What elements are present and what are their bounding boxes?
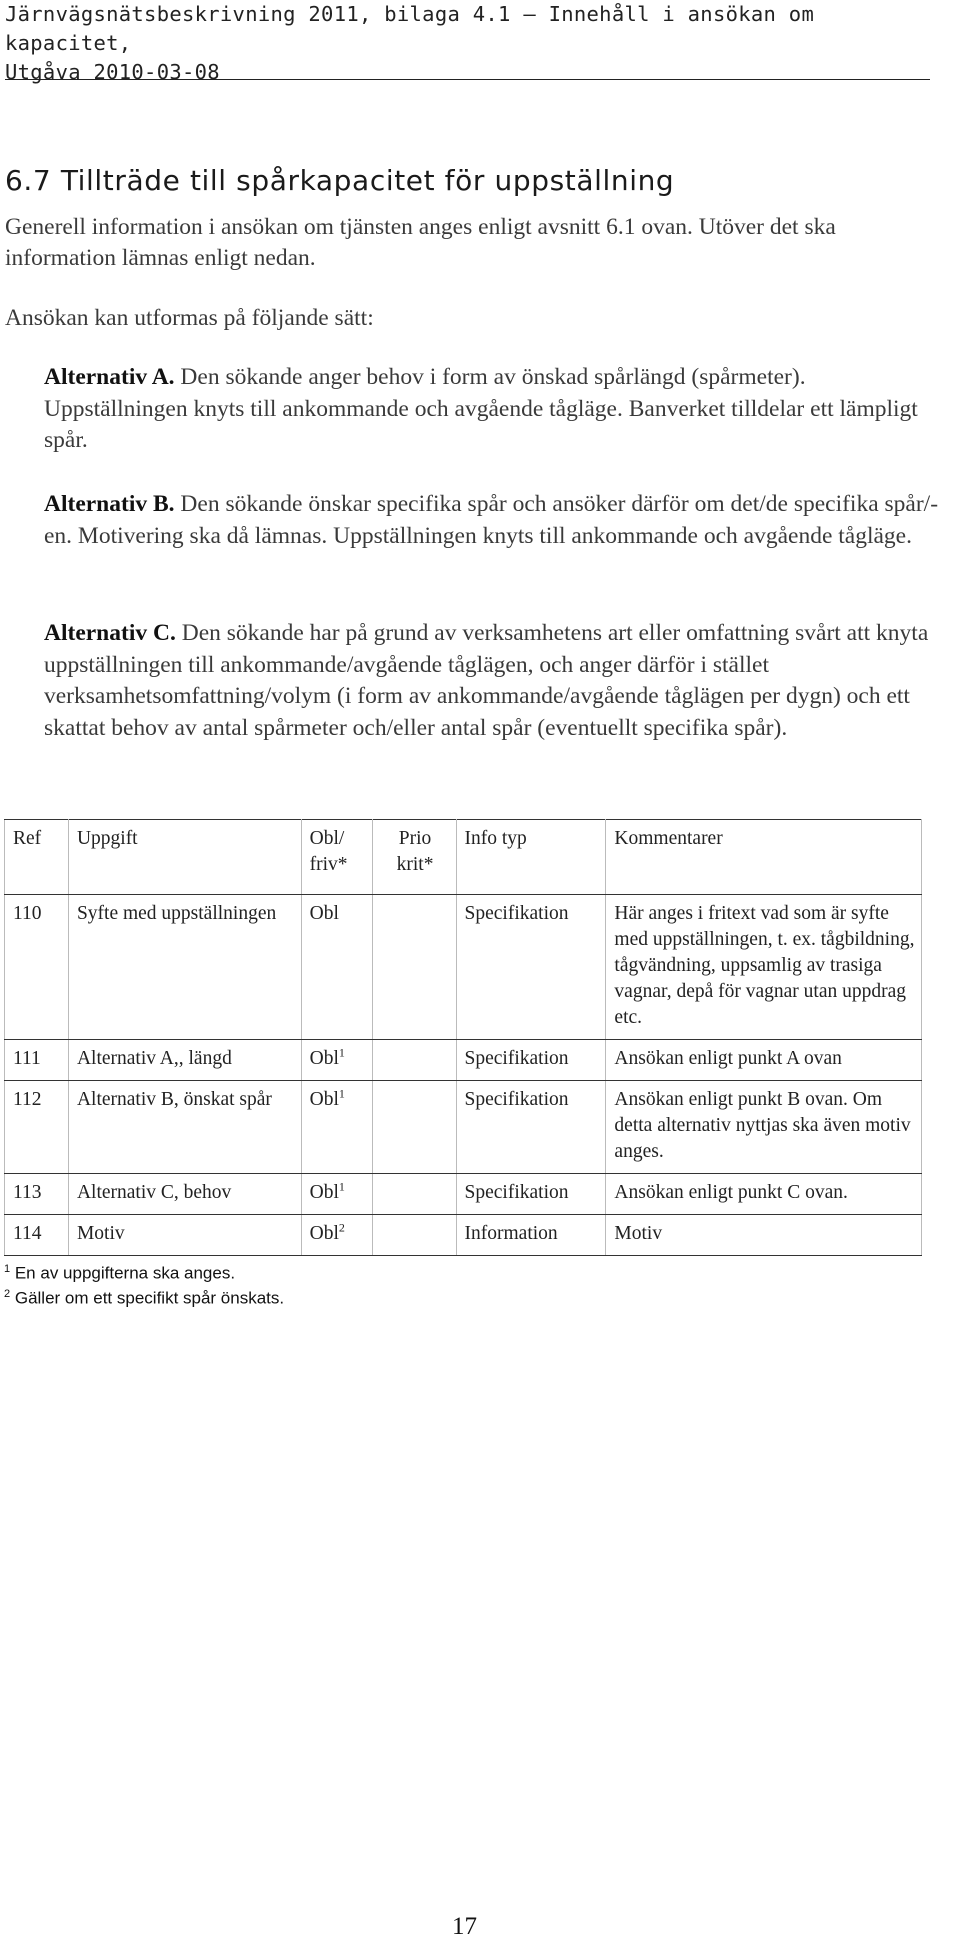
cell-kommentar: Ansökan enligt punkt A ovan <box>606 1040 922 1081</box>
table-header-row <box>5 820 922 895</box>
cell-uppgift: Alternativ C, behov <box>68 1174 301 1215</box>
table-row <box>5 1215 922 1256</box>
footnote-text: En av uppgifterna ska anges. <box>10 1263 236 1283</box>
header-uppgift: Uppgift <box>68 820 301 895</box>
cell-ref: 110 <box>5 895 69 1040</box>
alternative-label: Alternativ A. <box>44 364 175 390</box>
cell-ref: 113 <box>5 1174 69 1215</box>
obl-value: Obl <box>309 1223 339 1244</box>
cell-ref: 114 <box>5 1215 69 1256</box>
header-prio: Prio krit* <box>372 820 456 895</box>
cell-uppgift: Alternativ B, önskat spår <box>68 1081 301 1174</box>
running-header <box>5 0 925 87</box>
cell-prio <box>372 1081 456 1174</box>
cell-infotyp: Specifikation <box>456 1040 606 1081</box>
requirements-table <box>4 819 922 1256</box>
cell-kommentar: Ansökan enligt punkt B ovan. Om detta alternativ nyttjas ska även motiv anges. <box>606 1081 922 1174</box>
cell-prio <box>372 1215 456 1256</box>
cell-infotyp: Specifikation <box>456 895 606 1040</box>
cell-kommentar: Här anges i fritext vad som är syfte med uppställningen, t. ex. tågbildning, tågvändning, uppsamlig av trasiga vagnar, depå för vagnar utan uppdrag etc. <box>606 895 922 1040</box>
footnote-text: Gäller om ett specifikt spår önskats. <box>10 1288 285 1308</box>
cell-obl <box>301 895 372 1040</box>
cell-obl <box>301 1174 372 1215</box>
table-row <box>5 1174 922 1215</box>
obl-value: Obl <box>309 1182 339 1203</box>
cell-uppgift: Syfte med uppställningen <box>68 895 301 1040</box>
obl-value: Obl <box>309 903 339 924</box>
alternative-text: Den sökande anger behov i form av önskad spårlängd (spårmeter). Uppställningen knyts till ankommande och avgående tågläge. Banverket tilldelar ett lämpligt spår. <box>44 364 918 453</box>
table-row <box>5 1081 922 1174</box>
cell-infotyp: Specifikation <box>456 1174 606 1215</box>
header-line-1: Järnvägsnätsbeskrivning 2011, bilaga 4.1 – Innehåll i ansökan om kapacitet, <box>5 2 815 55</box>
cell-kommentar: Ansökan enligt punkt C ovan. <box>606 1174 922 1215</box>
cell-uppgift: Motiv <box>68 1215 301 1256</box>
alternative-label: Alternativ C. <box>44 620 176 646</box>
footnote <box>4 1284 284 1309</box>
page-number: 17 <box>452 1913 477 1940</box>
alternative-a <box>44 362 944 457</box>
cell-obl <box>301 1081 372 1174</box>
header-kommentarer: Kommentarer <box>606 820 922 895</box>
obl-footnote-mark: 1 <box>338 1086 345 1101</box>
header-infotyp: Info typ <box>456 820 606 895</box>
obl-footnote-mark: 2 <box>338 1220 345 1235</box>
obl-value: Obl <box>309 1089 339 1110</box>
cell-prio <box>372 1040 456 1081</box>
cell-obl <box>301 1215 372 1256</box>
cell-infotyp: Information <box>456 1215 606 1256</box>
alternative-label: Alternativ B. <box>44 491 175 517</box>
cell-infotyp: Specifikation <box>456 1081 606 1174</box>
alternatives-lead: Ansökan kan utformas på följande sätt: <box>5 305 374 331</box>
footnotes <box>4 1259 284 1308</box>
header-line-2: Utgåva 2010-03-08 <box>5 60 220 84</box>
cell-obl <box>301 1040 372 1081</box>
alternative-c <box>44 618 944 744</box>
footnote-mark: 1 <box>4 1263 11 1275</box>
section-intro: Generell information i ansökan om tjänsten anges enligt avsnitt 6.1 ovan. Utöver det ska information lämnas enligt nedan. <box>5 214 836 271</box>
alternative-text: Den sökande har på grund av verksamhetens art eller omfattning svårt att knyta uppställningen till ankommande/avgående tåglägen, och anger därför i stället verksamhetsomfattning/volym (i form av ankommande/avgående tåglägen per dygn) och ett skattat behov av antal spårmeter och/eller antal spår (eventuellt specifika spår). <box>44 620 929 741</box>
obl-footnote-mark: 1 <box>338 1179 345 1194</box>
cell-kommentar: Motiv <box>606 1215 922 1256</box>
header-divider <box>5 79 930 80</box>
cell-uppgift: Alternativ A,, längd <box>68 1040 301 1081</box>
obl-value: Obl <box>309 1048 339 1069</box>
table-row <box>5 895 922 1040</box>
header-ref: Ref <box>5 820 69 895</box>
cell-ref: 111 <box>5 1040 69 1081</box>
header-obl: Obl/ friv* <box>301 820 372 895</box>
table-row <box>5 1040 922 1081</box>
cell-ref: 112 <box>5 1081 69 1174</box>
section-title: 6.7 Tillträde till spårkapacitet för uppställning <box>5 164 675 197</box>
alternative-b <box>44 489 944 552</box>
cell-prio <box>372 1174 456 1215</box>
footnote <box>4 1259 284 1284</box>
obl-footnote-mark: 1 <box>338 1045 345 1060</box>
footnote-mark: 2 <box>4 1287 11 1300</box>
alternative-text: Den sökande önskar specifika spår och ansöker därför om det/de specifika spår/-en. Motivering ska då lämnas. Uppställningen knyts till ankommande och avgående tågläge. <box>44 491 939 549</box>
cell-prio <box>372 895 456 1040</box>
